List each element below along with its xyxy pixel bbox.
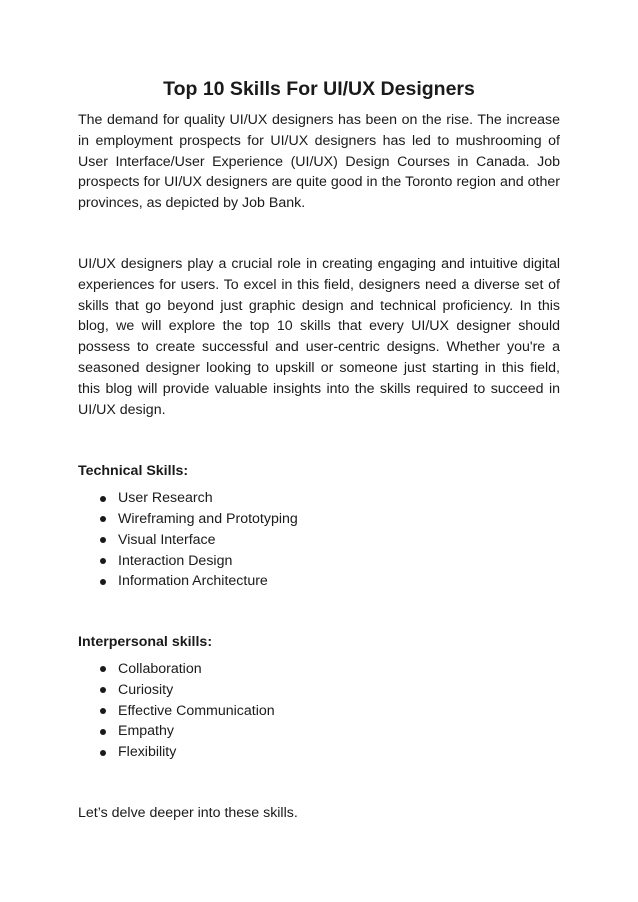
list-item-label: Visual Interface <box>118 531 216 548</box>
document-title: Top 10 Skills For UI/UX Designers <box>163 78 475 100</box>
bullet-icon <box>100 729 106 735</box>
bullet-icon <box>100 537 106 543</box>
list-item-label: Effective Communication <box>118 702 275 719</box>
technical-skills-list <box>78 488 560 592</box>
bullet-icon <box>100 496 106 502</box>
bullet-icon <box>100 708 106 714</box>
list-item-label: User Research <box>118 490 213 507</box>
list-item <box>100 551 560 572</box>
body-paragraph: UI/UX designers play a crucial role in creating engaging and intuitive digital experiences for users. To excel in this field, designers need a diverse set of skills that go beyond just graphic design and technical proficiency. In this blog, we will explore the top 10 skills that every UI/UX designer should possess to create successful and user-centric designs. Whether you're a seasoned designer looking to upskill or someone just starting in this field, this blog will provide valuable insights into the skills required to succeed in UI/UX design. <box>78 255 560 418</box>
list-item-label: Interaction Design <box>118 552 233 569</box>
list-item-label: Flexibility <box>118 744 177 761</box>
bullet-icon <box>100 687 106 693</box>
list-item <box>100 680 560 701</box>
technical-skills-heading: Technical Skills: <box>78 463 189 480</box>
bullet-icon <box>100 579 106 585</box>
bullet-icon <box>100 666 106 672</box>
list-item <box>100 742 560 763</box>
bullet-icon <box>100 558 106 564</box>
list-item-label: Information Architecture <box>118 573 268 590</box>
list-item-label: Wireframing and Prototyping <box>118 510 298 527</box>
list-item-label: Collaboration <box>118 660 202 677</box>
list-item <box>100 701 560 722</box>
interpersonal-skills-heading: Interpersonal skills: <box>78 634 213 651</box>
list-item <box>100 571 560 592</box>
bullet-icon <box>100 516 106 522</box>
list-item-label: Empathy <box>118 723 174 740</box>
list-item <box>100 509 560 530</box>
closing-line: Let’s delve deeper into these skills. <box>78 804 298 821</box>
list-item <box>100 488 560 509</box>
bullet-icon <box>100 750 106 756</box>
list-item <box>100 530 560 551</box>
list-item <box>100 721 560 742</box>
list-item <box>100 659 560 680</box>
list-item-label: Curiosity <box>118 681 174 698</box>
interpersonal-skills-list <box>78 659 560 763</box>
intro-paragraph: The demand for quality UI/UX designers has been on the rise. The increase in employment prospects for UI/UX designers has led to mushrooming of User Interface/User Experience (UI/UX) Design Courses in Canada. Job prospects for UI/UX designers are quite good in the Toronto region and other provinces, as depicted by Job Bank. <box>78 112 560 212</box>
